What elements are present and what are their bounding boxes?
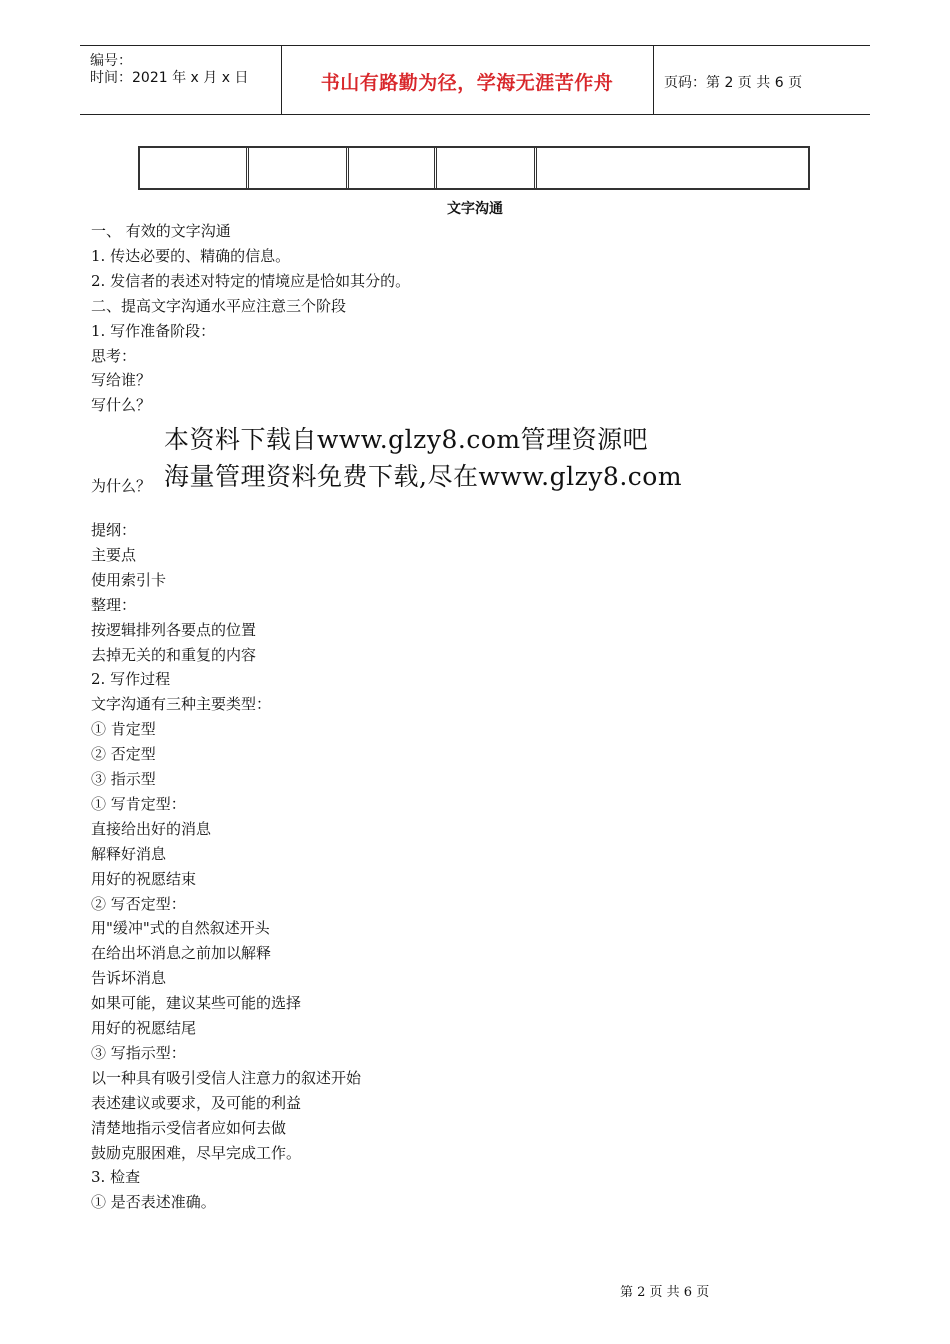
- serial-label: 编号：: [90, 53, 132, 69]
- body-line: ① 肯定型: [91, 720, 156, 739]
- body-line: 主要点: [91, 545, 137, 564]
- body-line: 2. 写作过程: [91, 670, 171, 689]
- body-line: 鼓励克服困难，尽早完成工作。: [91, 1143, 302, 1162]
- page-footer: 第 2 页 共 6 页: [620, 1285, 710, 1300]
- body-line: ② 写否定型：: [91, 894, 186, 913]
- header-page-cell: [654, 46, 870, 114]
- body-line: 2. 发信者的表述对特定的情境应是恰如其分的。: [91, 271, 411, 290]
- body-line: 写什么？: [91, 396, 152, 415]
- document-title: 文字沟通: [447, 201, 503, 217]
- body-line: 整理：: [91, 595, 137, 614]
- body-line: ③ 写指示型：: [91, 1043, 186, 1062]
- table-divider: [346, 148, 349, 188]
- body-line: 清楚地指示受信者应如何去做: [91, 1118, 287, 1137]
- time-label: 时间：2021 年 x 月 x 日: [90, 70, 249, 86]
- page-header: [80, 45, 870, 115]
- body-line: 用好的祝愿结尾: [91, 1019, 197, 1037]
- body-line: 解释好消息: [91, 844, 167, 863]
- body-line: 1. 写作准备阶段：: [91, 321, 216, 340]
- body-line: 在给出坏消息之前加以解释: [91, 944, 272, 963]
- body-line: 表述建议或要求，及可能的利益: [91, 1093, 302, 1112]
- header-motto: 书山有路勤为径，学海无涯苦作舟: [320, 72, 614, 94]
- header-motto-cell: [281, 46, 654, 114]
- body-line: 一、 有效的文字沟通: [91, 222, 231, 240]
- body-line: 二、提高文字沟通水平应注意三个阶段: [91, 296, 347, 315]
- body-line: 按逻辑排列各要点的位置: [91, 620, 257, 639]
- body-line: ① 是否表述准确。: [91, 1193, 216, 1212]
- body-line: 如果可能，建议某些可能的选择: [91, 994, 302, 1013]
- body-line: 3. 检查: [91, 1168, 141, 1187]
- blank-table: [138, 146, 810, 190]
- body-line: 用"缓冲"式的自然叙述开头: [91, 919, 270, 938]
- body-line: ③ 指示型: [91, 770, 156, 788]
- body-line: 去掉无关的和重复的内容: [91, 645, 257, 664]
- body-line: 使用索引卡: [91, 570, 167, 589]
- table-divider: [534, 148, 537, 188]
- body-line: 写给谁？: [91, 371, 152, 390]
- body-line: 以一种具有吸引受信人注意力的叙述开始: [91, 1068, 362, 1087]
- body-line: ② 否定型: [91, 745, 156, 764]
- body-line: ① 写肯定型：: [91, 794, 186, 813]
- watermark-line-2: 海量管理资料免费下载,尽在www.glzy8.com: [164, 462, 683, 491]
- body-line: 文字沟通有三种主要类型：: [91, 695, 272, 714]
- header-meta-cell: [80, 46, 282, 114]
- table-divider: [246, 148, 249, 188]
- table-divider: [434, 148, 437, 188]
- watermark-line-1: 本资料下载自www.glzy8.com管理资源吧: [164, 425, 649, 454]
- body-line: 思考：: [91, 346, 137, 365]
- body-line: 用好的祝愿结束: [91, 869, 197, 888]
- body-line-why: 为什么？: [91, 477, 152, 495]
- body-line: 告诉坏消息: [91, 969, 167, 988]
- body-line: 提纲：: [91, 521, 137, 539]
- body-line: 1. 传达必要的、精确的信息。: [91, 246, 291, 265]
- body-line: 直接给出好的消息: [91, 819, 212, 838]
- header-page-info: 页码：第 2 页 共 6 页: [664, 75, 803, 91]
